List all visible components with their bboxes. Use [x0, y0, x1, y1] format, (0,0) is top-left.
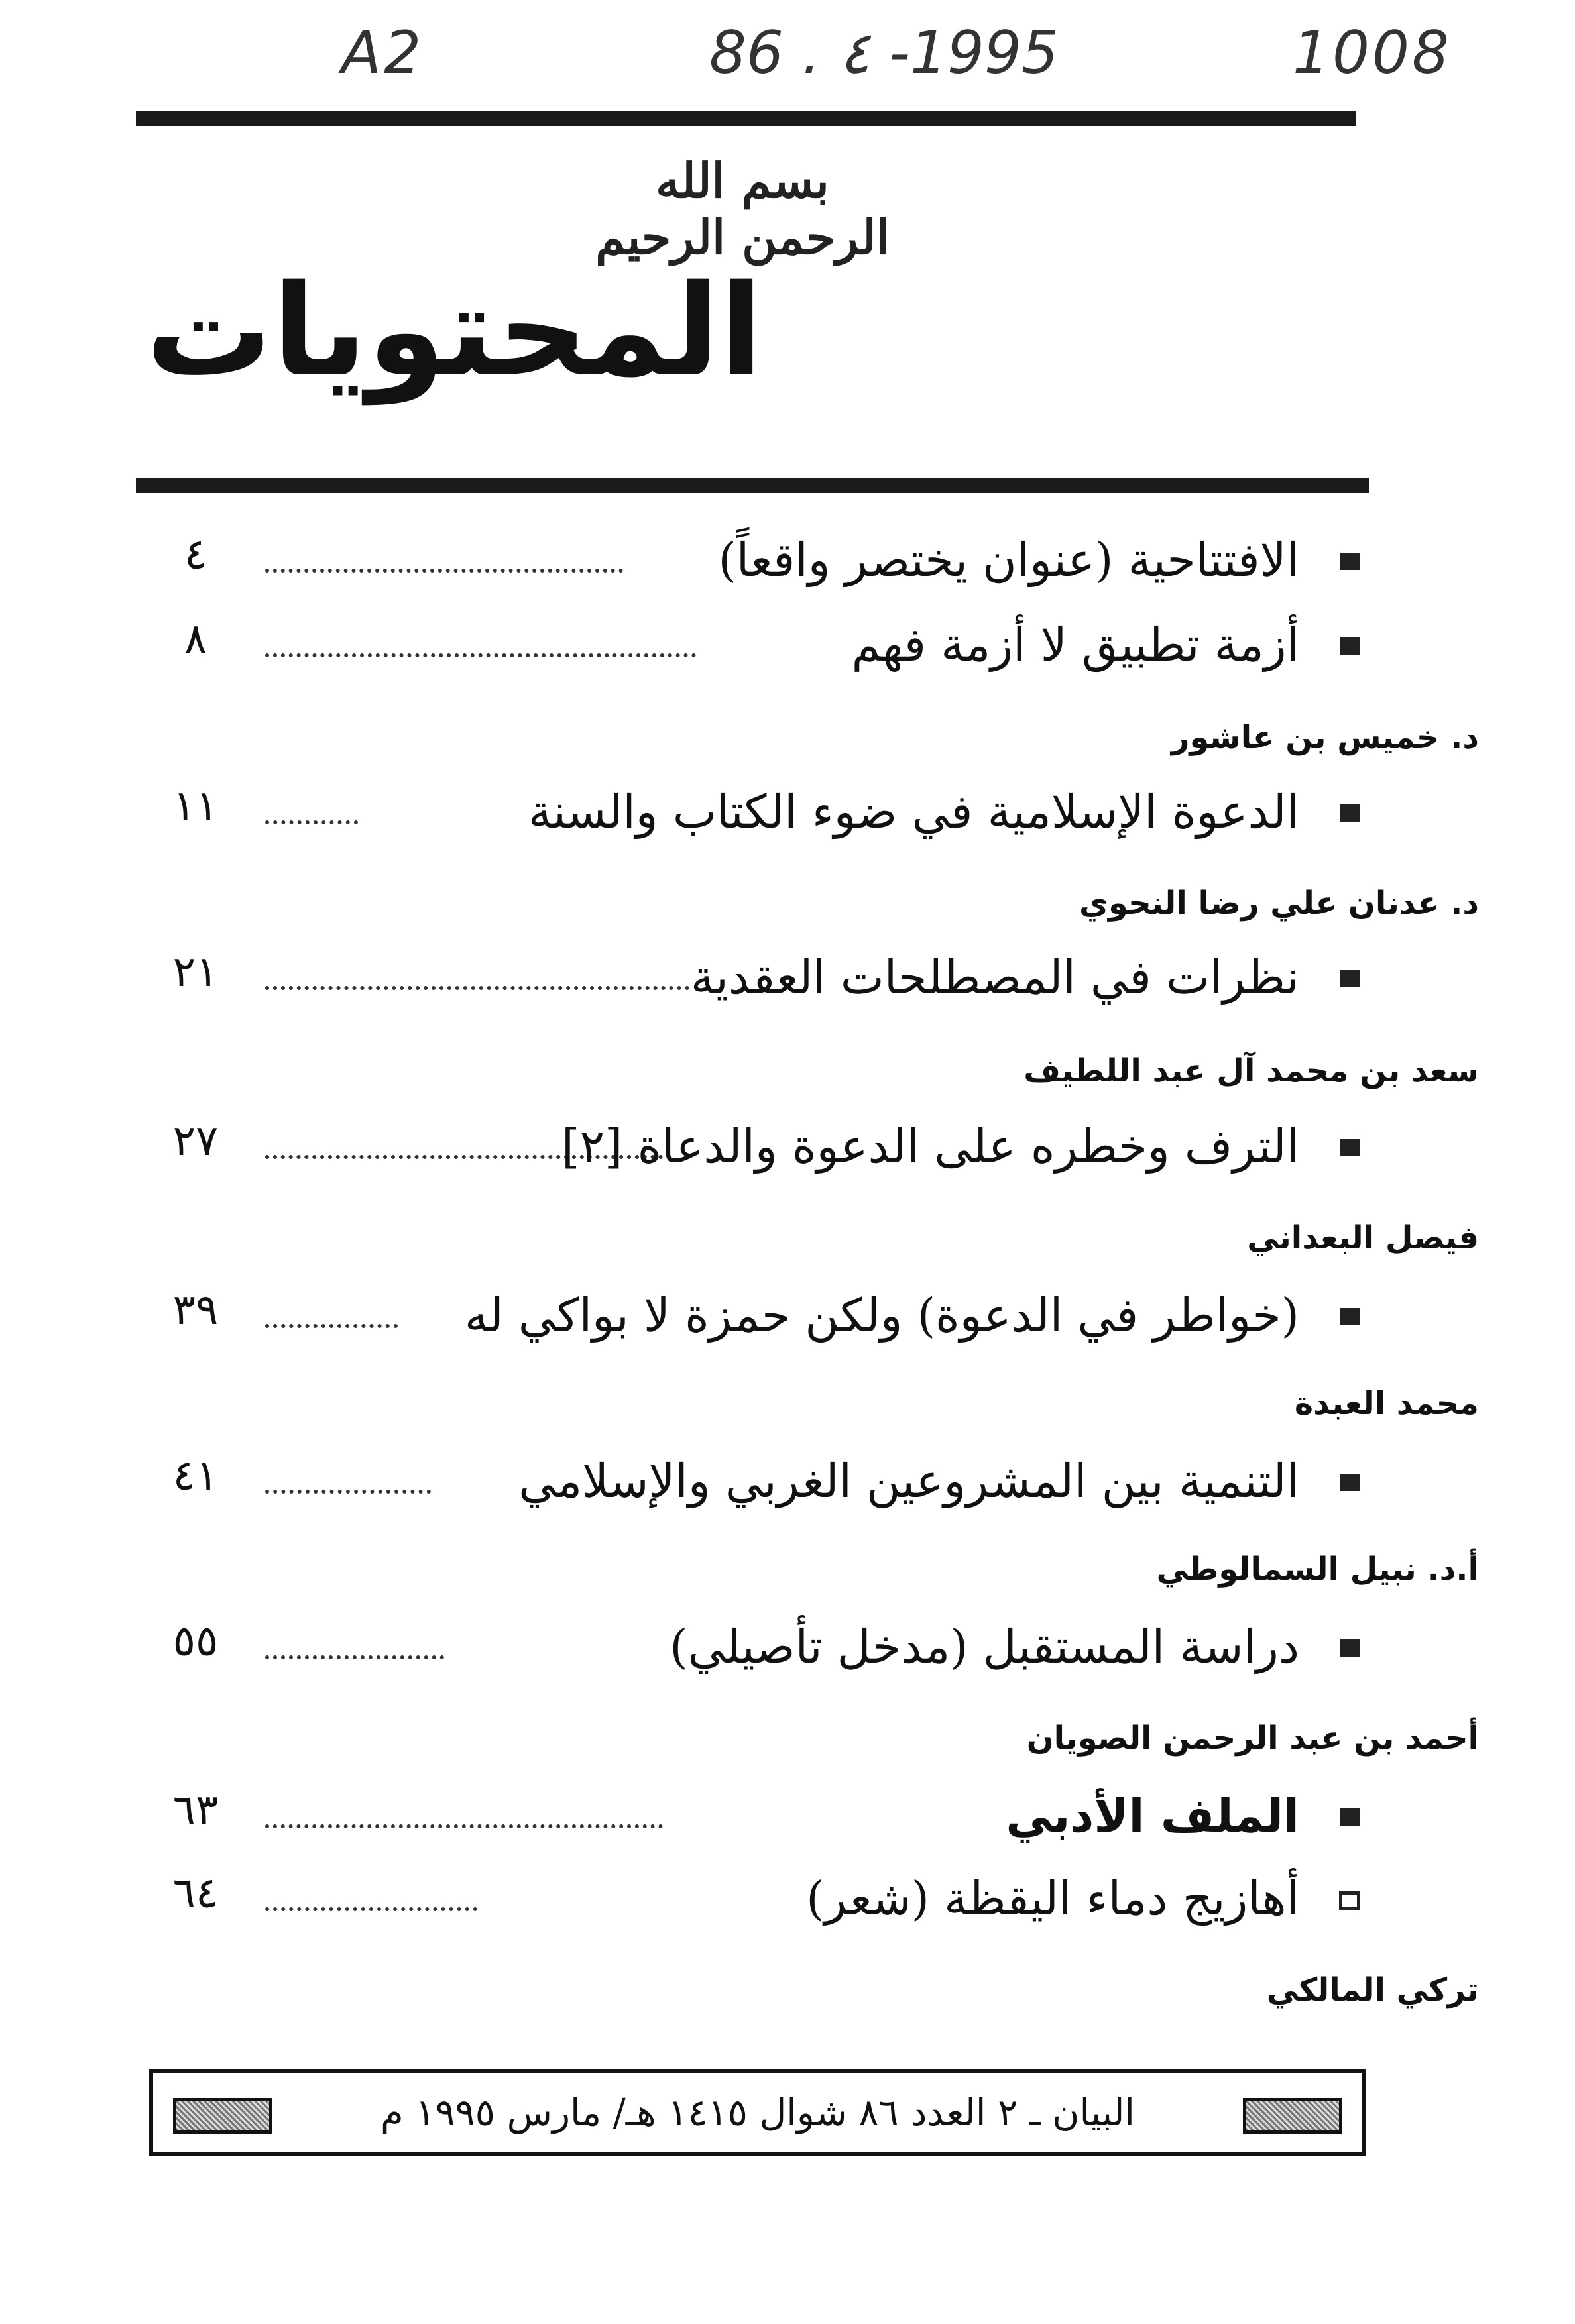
toc-entry-title: الترف وخطره على الدعوة والدعاة [٢]: [561, 1119, 1299, 1174]
toc-entry-title: الدعوة الإسلامية في ضوء الكتاب والسنة: [528, 785, 1299, 839]
footer-bar: [149, 2069, 1366, 2156]
toc-leader-dots: [265, 986, 689, 990]
toc-entry: [159, 1779, 1372, 1852]
toc-entry: [159, 775, 1372, 848]
square-bullet-icon: [1340, 1139, 1360, 1156]
square-bullet-icon: [1340, 553, 1360, 570]
toc-entry-author: د. خميس بن عاشور: [1171, 719, 1479, 756]
hollow-square-bullet-icon: [1339, 1891, 1360, 1910]
toc-entry-title: دراسة المستقبل (مدخل تأصيلي): [670, 1620, 1299, 1674]
toc-entry-author: أ.د. نبيل السمالوطي: [1156, 1551, 1479, 1588]
toc-page-number: ٤١: [172, 1451, 219, 1500]
toc-entry-title: أهازيج دماء اليقظة (شعر): [806, 1871, 1299, 1926]
toc-entry-author: فيصل البعداني: [1247, 1219, 1479, 1256]
toc-entry: [159, 1862, 1372, 1935]
toc-leader-dots: [265, 1907, 477, 1911]
toc-entry-title: الافتتاحية (عنوان يختصر واقعاً): [718, 533, 1299, 587]
square-bullet-icon: [1340, 1308, 1360, 1325]
toc-entry: [159, 1610, 1372, 1683]
basmala-calligraphy: بسم الله الرحمن الرحيم: [595, 152, 890, 265]
square-bullet-icon: [1340, 1474, 1360, 1491]
square-bullet-icon: [1340, 1808, 1360, 1826]
toc-page-number: ٢١: [172, 948, 219, 997]
square-bullet-icon: [1340, 1639, 1360, 1657]
toc-page-number: ٥٥: [172, 1617, 219, 1666]
toc-leader-dots: [265, 1490, 431, 1494]
toc-entry-author: تركي المالكي: [1266, 1971, 1479, 2009]
handwritten-code: A2: [341, 19, 424, 87]
toc-entry-title: (خواطر في الدعوة) ولكن حمزة لا بواكي له: [464, 1288, 1299, 1343]
toc-entry-title: التنمية بين المشروعين الغربي والإسلامي: [518, 1454, 1299, 1508]
toc-leader-dots: [265, 820, 358, 824]
toc-page-number: ١١: [172, 782, 219, 831]
footer-pattern-right: [1243, 2098, 1342, 2134]
toc-page-number: ٨: [184, 615, 207, 664]
page-title: المحتويات: [146, 258, 764, 404]
toc-leader-dots: [265, 1324, 398, 1328]
toc-entry: [159, 1445, 1372, 1518]
toc-leader-dots: [265, 569, 623, 573]
toc-entry-author: محمد العبدة: [1294, 1385, 1479, 1422]
toc-entry-title: أزمة تطبيق لا أزمة فهم: [851, 618, 1299, 672]
square-bullet-icon: [1340, 804, 1360, 822]
toc-page-number: ٤: [184, 530, 207, 579]
footer-text: البيان ـ ٢ العدد ٨٦ شوال ١٤١٥ هـ/ مارس ١٩٩٥ م: [380, 2091, 1135, 2134]
title-rule: [136, 478, 1369, 493]
toc-page-number: ٦٣: [172, 1786, 219, 1835]
square-bullet-icon: [1340, 970, 1360, 987]
toc-leader-dots: [265, 1655, 444, 1659]
handwritten-number: 1008: [1293, 19, 1452, 87]
toc-leader-dots: [265, 1824, 663, 1828]
toc-entry-author: د. عدنان علي رضا النحوي: [1079, 885, 1479, 922]
toc-entry: [159, 524, 1372, 596]
toc-page-number: ٢٧: [172, 1117, 219, 1166]
toc-entry: [159, 608, 1372, 681]
toc-entry-author: أحمد بن عبد الرحمن الصويان: [1026, 1720, 1479, 1757]
toc-page-number: ٦٤: [172, 1869, 219, 1918]
toc-entry-author: سعد بن محمد آل عبد اللطيف: [1023, 1052, 1479, 1089]
toc-page-number: ٣٩: [172, 1286, 219, 1335]
toc-entry: [159, 1110, 1372, 1183]
top-rule: [136, 111, 1356, 126]
square-bullet-icon: [1340, 637, 1360, 655]
toc-entry-title: نظرات في المصطلحات العقدية: [690, 950, 1299, 1005]
toc-leader-dots: [265, 653, 696, 657]
toc-entry: [159, 1279, 1372, 1352]
handwritten-date: 86 . ٤ -1995: [709, 19, 1059, 87]
toc-entry-title: الملف الأدبي: [1006, 1789, 1299, 1843]
toc-entry: [159, 941, 1372, 1014]
footer-pattern-left: [173, 2098, 272, 2134]
